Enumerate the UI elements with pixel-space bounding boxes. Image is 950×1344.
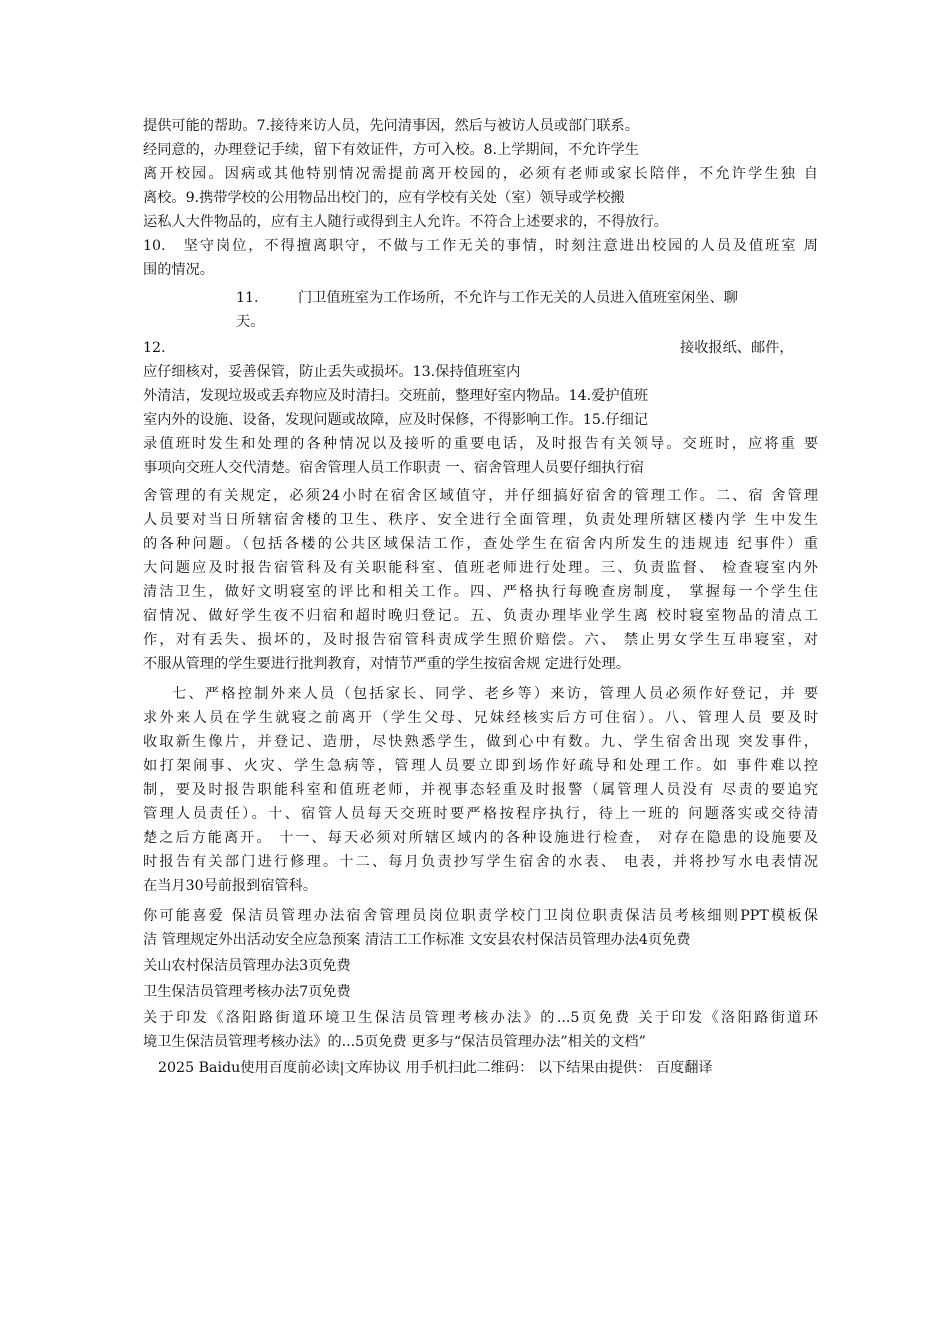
text-line: 事项向交班人交代清楚。宿舍管理人员工作职责 一、宿舍管理人员要仔细执行宿: [143, 460, 645, 476]
text-line: 宿情况、做好学生夜不归宿和超时晚归登记。五、负责办理毕业学生离 校时寝室物品的清点工: [143, 608, 818, 624]
text-line: 舍管理的有关规定，必须24小时在宿舍区域值守，并仔细搞好宿舍的管理工作。二、宿 舍管理: [143, 488, 818, 504]
item-12-text: 接收报纸、邮件，: [680, 340, 794, 356]
text-line: 室内外的设施、设备，发现问题或故障，应及时保修，不得影响工作。15.仔细记: [143, 412, 648, 428]
text-line: 外清洁，发现垃圾或丢弃物应及时清扫。交班前，整理好室内物品。14.爱护值班: [143, 388, 648, 404]
text-line: 时报告有关部门进行修理。十二、每月负责抄写学生宿舍的水表、 电表，并将抄写水电表情况: [143, 854, 818, 870]
paragraph-7-first-line: 七、严格控制外来人员（包括家长、同学、老乡等）来访，管理人员必须作好登记，并 要: [172, 686, 818, 702]
text-line: 经同意的，办理登记手续，留下有效证件，方可入校。8.上学期间，不允许学生: [143, 142, 639, 158]
related-doc-link[interactable]: 境卫生保洁员管理考核办法》的...5页免费 更多与“保洁员管理办法”相关的文档”: [143, 1034, 646, 1050]
item-11-number: 11.: [236, 290, 259, 306]
text-line: 楚之后方能离开。 十一、每天必须对所辖区域内的各种设施进行检查， 对存在隐患的设施要及: [143, 830, 818, 846]
text-line: 在当月30号前报到宿管科。: [143, 878, 318, 894]
text-line: 离校。9.携带学校的公用物品出校门的，应有学校有关处（室）领导或学校搬: [143, 190, 625, 206]
text-line: 提供可能的帮助。7.接待来访人员，先问清事因，然后与被访人员或部门联系。: [143, 118, 639, 134]
text-line: 作，对有丢失、损坏的，及时报告宿管科责成学生照价赔偿。六、 禁止男女学生互串寝室，对: [143, 632, 818, 648]
item-12-number: 12.: [143, 340, 166, 356]
related-doc-link[interactable]: 卫生保洁员管理考核办法7页免费: [143, 984, 351, 1000]
text-line: 收取新生像片，并登记、造册，尽快熟悉学生，做到心中有数。九、学生宿舍出现 突发事件，: [143, 734, 818, 750]
text-line: 离开校园。因病或其他特别情况需提前离开校园的，必须有老师或家长陪伴，不允许学生独 自: [143, 166, 818, 182]
text-line: 管理人员责任）。十、宿管人员每天交班时要严格按程序执行，待上一班的 问题落实或交待清: [143, 806, 818, 822]
item-11-text: 门卫值班室为工作场所，不允许与工作无关的人员进入值班室闲坐、聊: [298, 290, 738, 306]
text-line: 10. 坚守岗位，不得擅离职守，不做与工作无关的事情，时刻注意进出校园的人员及值班室 周: [143, 238, 818, 254]
text-line: 运私人大件物品的，应有主人随行或得到主人允许。不符合上述要求的，不得放行。: [143, 214, 668, 230]
text-line: 应仔细核对，妥善保管，防止丢失或损坏。13.保持值班室内: [143, 364, 521, 380]
text-line: 求外来人员在学生就寝之前离开（学生父母、兄妹经核实后方可住宿）。八、管理人员 要及时: [143, 710, 818, 726]
related-docs-line[interactable]: 洁 管理规定外出活动安全应急预案 清洁工工作标准 文安县农村保洁员管理办法4页免费: [143, 932, 691, 948]
text-line: 录值班时发生和处理的各种情况以及接听的重要电话，及时报告有关领导。交班时，应将重 要: [143, 436, 818, 452]
text-line: 制，要及时报告职能科室和值班老师，并视事态轻重及时报警（属管理人员没有 尽责的要追究: [143, 782, 818, 798]
text-line: 人员要对当日所辖宿舍楼的卫生、秩序、安全进行全面管理，负责处理所辖区楼内学 生中发生: [143, 512, 818, 528]
text-line: 围的情况。: [143, 262, 214, 278]
related-doc-link[interactable]: 关山农村保洁员管理办法3页免费: [143, 958, 351, 974]
related-doc-link[interactable]: 关于印发《洛阳路街道环境卫生保洁员管理考核办法》的...5页免费 关于印发《洛阳路街道环: [143, 1010, 818, 1026]
text-line: 清洁卫生，做好文明寝室的评比和相关工作。四、严格执行每晚查房制度， 掌握每一个学生住: [143, 584, 818, 600]
text-line: 大问题应及时报告宿管科及有关职能科室、值班老师进行处理。三、负责监督、 检查寝室内外: [143, 560, 818, 576]
footer: 2025 Baidu使用百度前必读|文库协议 用手机扫此二维码： 以下结果由提供： 百度翻译: [158, 1060, 713, 1076]
text-line: 的各种问题。（包括各楼的公共区域保洁工作，查处学生在宿舍内所发生的违规违 纪事件）重: [143, 536, 818, 552]
text-line: 如打架闹事、火灾、学生急病等，管理人员要立即到场作好疏导和处理工作。如 事件难以控: [143, 758, 818, 774]
related-docs-line[interactable]: 你可能喜爱 保洁员管理办法宿舍管理员岗位职责学校门卫岗位职责保洁员考核细则PPT模板保: [143, 908, 818, 924]
item-11-continuation: 天。: [236, 314, 265, 330]
text-line: 不服从管理的学生要进行批判教育，对情节严重的学生按宿舍规 定进行处理。: [143, 656, 630, 672]
